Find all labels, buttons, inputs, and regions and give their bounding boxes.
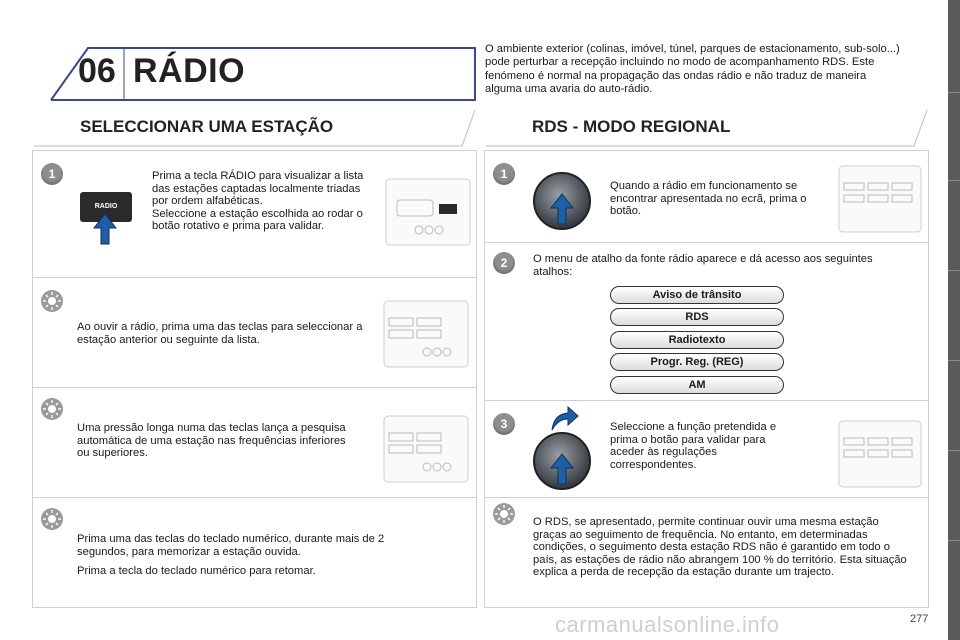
radio-panel-illustration	[385, 178, 471, 246]
watermark: carmanualsonline.info	[555, 612, 780, 637]
radio-panel-illustration	[383, 415, 469, 483]
left-tip1-text: Ao ouvir a rádio, prima uma das teclas para seleccionar a estação anterior ou seguinte da lista.	[77, 321, 363, 346]
panel-divider	[32, 387, 476, 388]
left-tip3-line1: Prima uma das teclas do teclado numérico, durante mais de 2 segundos, para memorizar a estação ouvida.	[77, 533, 385, 558]
intro-note: O ambiente exterior (colinas, imóvel, túnel, parques de estacionamento, sub-solo...) pode perturbar a recepção incluindo no modo de acompanhamento RDS. Este fenómeno é normal na propagação das ondas rádio e não traduz de maneira alguma uma avaria do auto-rádio.	[485, 43, 900, 96]
right-section-title: RDS - MODO REGIONAL	[532, 117, 731, 136]
rotate-arrow-icon	[548, 404, 580, 432]
press-arrow-icon	[92, 212, 118, 246]
radio-panel-illustration	[838, 420, 922, 488]
left-tip3-text	[77, 533, 437, 578]
sidebar-divider	[948, 180, 960, 181]
sidebar-divider	[948, 540, 960, 541]
press-arrow-icon	[549, 452, 575, 486]
panel-divider	[484, 400, 928, 401]
page-number: 277	[910, 613, 929, 625]
menu-item-progr-reg[interactable]: Progr. Reg. (REG)	[610, 353, 784, 371]
panel-divider	[32, 277, 476, 278]
right-step3-text: Seleccione a função pretendida e prima o botão para validar para aceder às regulações correspondentes.	[610, 421, 777, 471]
panel-divider	[484, 497, 928, 498]
right-step1-text: Quando a rádio em funcionamento se encontrar apresentada no ecrã, prima o botão.	[610, 180, 807, 218]
panel-divider	[484, 242, 928, 243]
menu-item-aviso-de-transito[interactable]: Aviso de trânsito	[610, 286, 784, 304]
step-badge: 1	[493, 163, 515, 185]
menu-item-rds[interactable]: RDS	[610, 308, 784, 326]
chapter-title: RÁDIO	[133, 52, 246, 90]
left-section-title: SELECCIONAR UMA ESTAÇÃO	[80, 117, 334, 136]
sun-tip-icon	[41, 508, 63, 530]
sidebar-divider	[948, 450, 960, 451]
left-tip3-line2: Prima a tecla do teclado numérico para retomar.	[77, 565, 316, 578]
chapter-sidebar	[948, 0, 960, 640]
left-step1-line2: Seleccione a estação escolhida ao rodar o botão rotativo e prima para validar.	[152, 207, 363, 233]
sidebar-divider	[948, 360, 960, 361]
right-step2-text: O menu de atalho da fonte rádio aparece e dá acesso aos seguintes atalhos:	[533, 253, 873, 278]
left-step1-text	[152, 170, 367, 233]
menu-item-am[interactable]: AM	[610, 376, 784, 394]
radio-panel-illustration	[383, 300, 469, 368]
step-badge: 3	[493, 413, 515, 435]
press-arrow-icon	[549, 192, 575, 226]
radio-panel-illustration	[838, 165, 922, 233]
right-tip-text: O RDS, se apresentado, permite continuar ouvir uma mesma estação graças ao seguimento de frequência. No entanto, em determinadas condições, o seguimento desta estação RDS não é garantido em todo o país, as estações de rádio não abrangem 100 % do território. Esta situação explica a perda de recepção da estação durante um trajecto.	[533, 516, 907, 579]
sun-tip-icon	[41, 398, 63, 420]
menu-item-radiotexto[interactable]: Radiotexto	[610, 331, 784, 349]
radio-key-label: RADIO	[94, 203, 118, 210]
left-tip2-text: Uma pressão longa numa das teclas lança a pesquisa automática de uma estação nas frequências inferiores ou superiores.	[77, 422, 346, 460]
left-step1-line1: Prima a tecla RÁDIO para visualizar a lista das estações captadas localmente triadas por ordem alfabéticas.	[152, 170, 364, 208]
step-badge: 2	[493, 252, 515, 274]
panel-divider	[32, 497, 476, 498]
step-badge: 1	[41, 163, 63, 185]
sidebar-divider	[948, 92, 960, 93]
sun-tip-icon	[41, 290, 63, 312]
chapter-number: 06	[78, 52, 116, 90]
sun-tip-icon	[493, 503, 515, 525]
sidebar-divider	[948, 270, 960, 271]
